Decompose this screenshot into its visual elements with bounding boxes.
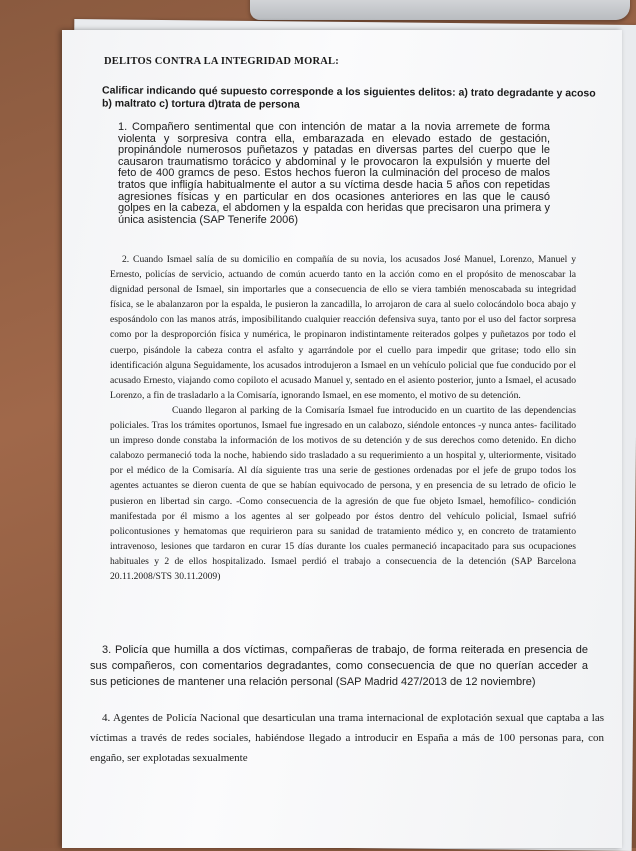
case-2-paragraph-1: 2. Cuando Ismael salía de su domicilio en compañía de su novia, los acusados José Manuel, Lorenzo, Manuel y Ernesto, policías de servicio, actuando de común acuerdo tanto en la acción como en el propósito de menoscabar la dignidad personal de Ismael, sin importarles que a consecuencia de ello se viera también menoscabada su integridad física, se le abalanzaron por la espalda, le pusieron la zancadilla, lo arrojaron de cara al suelo colocándolo boca abajo y esposándolo con las manos atrás, imposibilitando cualquier reacción defensiva suya, tanto por el uso del factor sorpresa como por la desproporción física y numérica, le propinaron indistintamente reiterados golpes y puñetazos por todo el cuerpo, pisándole la cabeza contra el asfalto y agarrándole por el cuello para impedir que gritase; todo ello sin identificación alguna Seguidamente, los acusados introdujeron a Ismael en un vehículo policial que fue conducido por el acusado Ernesto, viajando como copiloto el acusado Manuel y, sentado en el asiento posterior, junto a Ismael, el acusado Lorenzo, a fin de trasladarlo a la Comisaría, ignorando Ismael, en ese momento, el motivo de su detención. (110, 254, 576, 401)
case-2-paragraph-2: Cuando llegaron al parking de la Comisaría Ismael fue introducido en un cuartito de las dependencias policiales. Tras los trámites oportunos, Ismael fue ingresado en un calabozo, siéndole entonces -y nunca antes- facilitado un impreso donde constaba la información de los motivos de su detención y de sus derechos como detenido. En dicho calabozo permaneció toda la noche, habiendo sido trasladado a su requerimiento a un hospital y, ulteriormente, visitado por el médico de la Comisaría. Al día siguiente tras una serie de gestiones ordenadas por el jefe de grupo todos los agentes actuantes se dieron cuenta de que se habían equivocado de persona, y en presencia de su letrado de oficio le pusieron en libertad sin cargo. -Como consecuencia de la agresión de que fue objeto Ismael, hemofílico- condición manifestada por él mismo a los agentes al ser golpeado por éstos dentro del vehículo policial, Ismael sufrió policontusiones y hematomas que requirieron para su sanidad de tratamiento médico y, en concreto de tratamiento intravenoso, lesiones que tardaron en curar 15 días durante los cuales permaneció incapacitado para sus ocupaciones habituales y 2 de ellos hospitalizado. Ismael perdió el trabajo a consecuencia de la detención (SAP Barcelona 20.11.2008/STS 30.11.2009) (110, 404, 576, 582)
case-1: 1. Compañero sentimental que con intención de matar a la novia arremete de forma violenta y sorpresiva contra ella, embarazada en elevado estado de gestación, propinándole numerosos puñetazos y patadas en diversas partes del cuerpo que le causaron traumatismo torácico y abdominal y le provocaron la expulsión y muerte del feto de 400 gramcs de peso. Estos hechos fueron la culminación del proceso de malos tratos que infligía habitualmente el autor a su víctima desde hacia 5 años con repetidas agresiones físicas y en particular en dos ocasiones anteriores en las que le causó golpes en la cabeza, el abdomen y la espalda con heridas que precisaron una primera y única asistencia (SAP Tenerife 2006) (118, 121, 550, 226)
exercise-prompt: Calificar indicando qué supuesto corresponde a los siguientes delitos: a) trato degradante y acoso b) maltrato c) tortura d)trata de persona (101, 84, 596, 111)
case-4: 4. Agentes de Policía Nacional que desarticulan una trama internacional de explotación sexual que captaba a las víctimas a través de redes sociales, habiéndose llegado a introducir en España a más de 100 personas para, con engaño, ser explotadas sexualmente (90, 712, 604, 764)
case-2 (110, 252, 576, 584)
document-page (62, 30, 622, 848)
document-title: DELITOS CONTRA LA INTEGRIDAD MORAL: (104, 56, 339, 67)
laptop-edge (250, 0, 630, 20)
case-3: 3. Policía que humilla a dos víctimas, compañeras de trabajo, de forma reiterada en presencia de sus compañeros, con comentarios degradantes, como consecuencia de que no querían acceder a sus peticiones de mantener una relación personal (SAP Madrid 427/2013 de 12 noviembre) (90, 644, 588, 688)
